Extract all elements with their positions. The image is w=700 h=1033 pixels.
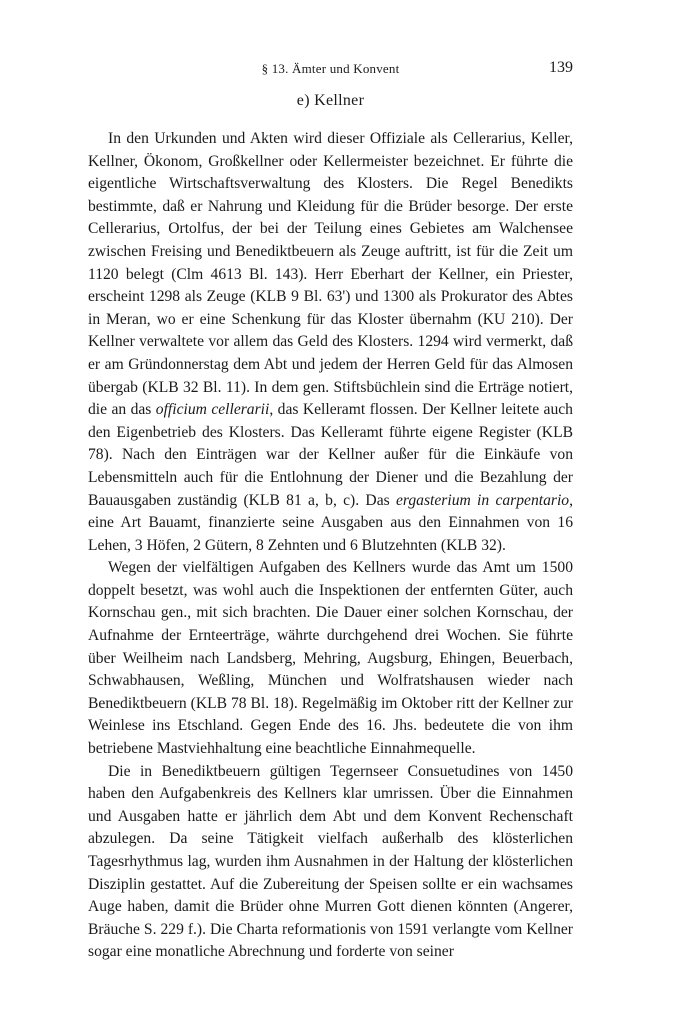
- section-heading: e) Kellner: [296, 92, 365, 109]
- text-run: , das Kelleramt flossen. Der Kellner leitete auch den Eigenbetrieb des Klosters. Das Kelleramt führte eigene Register (KLB 78). Nach den Einträgen war der Kellner außer für die Einkäufe von Lebensmitteln auch für die Entlohnung der Diener und die Bezahlung der Bauausgaben zuständig (KLB 81 a, b, c). Das: [88, 401, 573, 509]
- running-title: § 13. Ämter und Konvent: [261, 61, 400, 76]
- italic-term: ergasterium in carpentario: [395, 491, 570, 509]
- text-run: , eine Art Bauamt, finanzierte seine Ausgaben aus den Einnahmen von 16 Lehen, 3 Höfen, 2 Gütern, 8 Zehnten und 6 Blutzehnten (KLB 32).: [88, 491, 573, 554]
- paragraph-3: [88, 761, 573, 964]
- paragraph-2: [88, 557, 573, 760]
- text-run: Die in Benediktbeuern gültigen Tegernseer Consuetudines von 1450 haben den Aufgabenkreis des Kellners klar umrissen. Über die Einnahmen und Ausgaben hatte er jährlich dem Abt und dem Konvent Rechenschaft abzulegen. Da seine Tätigkeit vielfach außerhalb des klösterlichen Tagesrhythmus lag, wurden ihm Ausnahmen in der Haltung der klösterlichen Disziplin gestattet. Auf die Zubereitung der Speisen sollte er ein wachsames Auge haben, damit die Brüder ohne Murren Gott dienen könnten (Angerer, Bräuche S. 229 f.). Die Charta reformationis von 1591 verlangte vom Kellner sogar eine monatliche Abrechnung und forderte von seiner: [88, 762, 573, 961]
- italic-term: officium cellerarii: [155, 401, 270, 419]
- text-run: In den Urkunden und Akten wird dieser Offiziale als Cellerarius, Keller, Kellner, Ökonom, Großkellner oder Kellermeister bezeichnet. Er führte die eigentliche Wirtschaftsverwaltung des Klosters. Die Regel Benedikts bestimmte, daß er Nahrung und Kleidung für die Brüder besorge. Der erste Cellerarius, Ortolfus, der bei der Teilung eines Gebietes am Walchensee zwischen Freising und Benediktbeuern als Zeuge auftritt, ist für die Zeit um 1120 belegt (Clm 4613 Bl. 143). Herr Eberhart der Kellner, ein Priester, erscheint 1298 als Zeuge (KLB 9 Bl. 63') und 1300 als Prokurator des Abtes in Meran, wo er eine Schenkung für das Kloster übernahm (KU 210). Der Kellner verwaltete vor allem das Geld des Klosters. 1294 wird vermerkt, daß er am Gründonnerstag dem Abt und jedem der Herren Geld für das Almosen übergab (KLB 32 Bl. 11). In dem gen. Stiftsbüchlein sind die Erträge notiert, die an das: [88, 130, 573, 419]
- running-head: [88, 59, 573, 81]
- body-text: [88, 128, 573, 964]
- page-number: 139: [549, 59, 573, 76]
- text-run: Wegen der vielfältigen Aufgaben des Kellners wurde das Amt um 1500 doppelt besetzt, was wohl auch die Inspektionen der entfernten Güter, auch Kornschau gen., mit sich brachten. Die Dauer einer solchen Kornschau, der Aufnahme der Ernteerträge, währte durchgehend drei Wochen. Sie führte über Weilheim nach Landsberg, Mehring, Augsburg, Ehingen, Beuerbach, Schwabhausen, Weßling, München und Wolfratshausen wieder nach Benediktbeuern (KLB 78 Bl. 18). Regelmäßig im Oktober ritt der Kellner zur Weinlese ins Etschland. Gegen Ende des 16. Jhs. bedeutete die von ihm betriebene Mastviehhaltung eine beachtliche Einnahmequelle.: [88, 559, 573, 758]
- paragraph-1: [88, 128, 573, 557]
